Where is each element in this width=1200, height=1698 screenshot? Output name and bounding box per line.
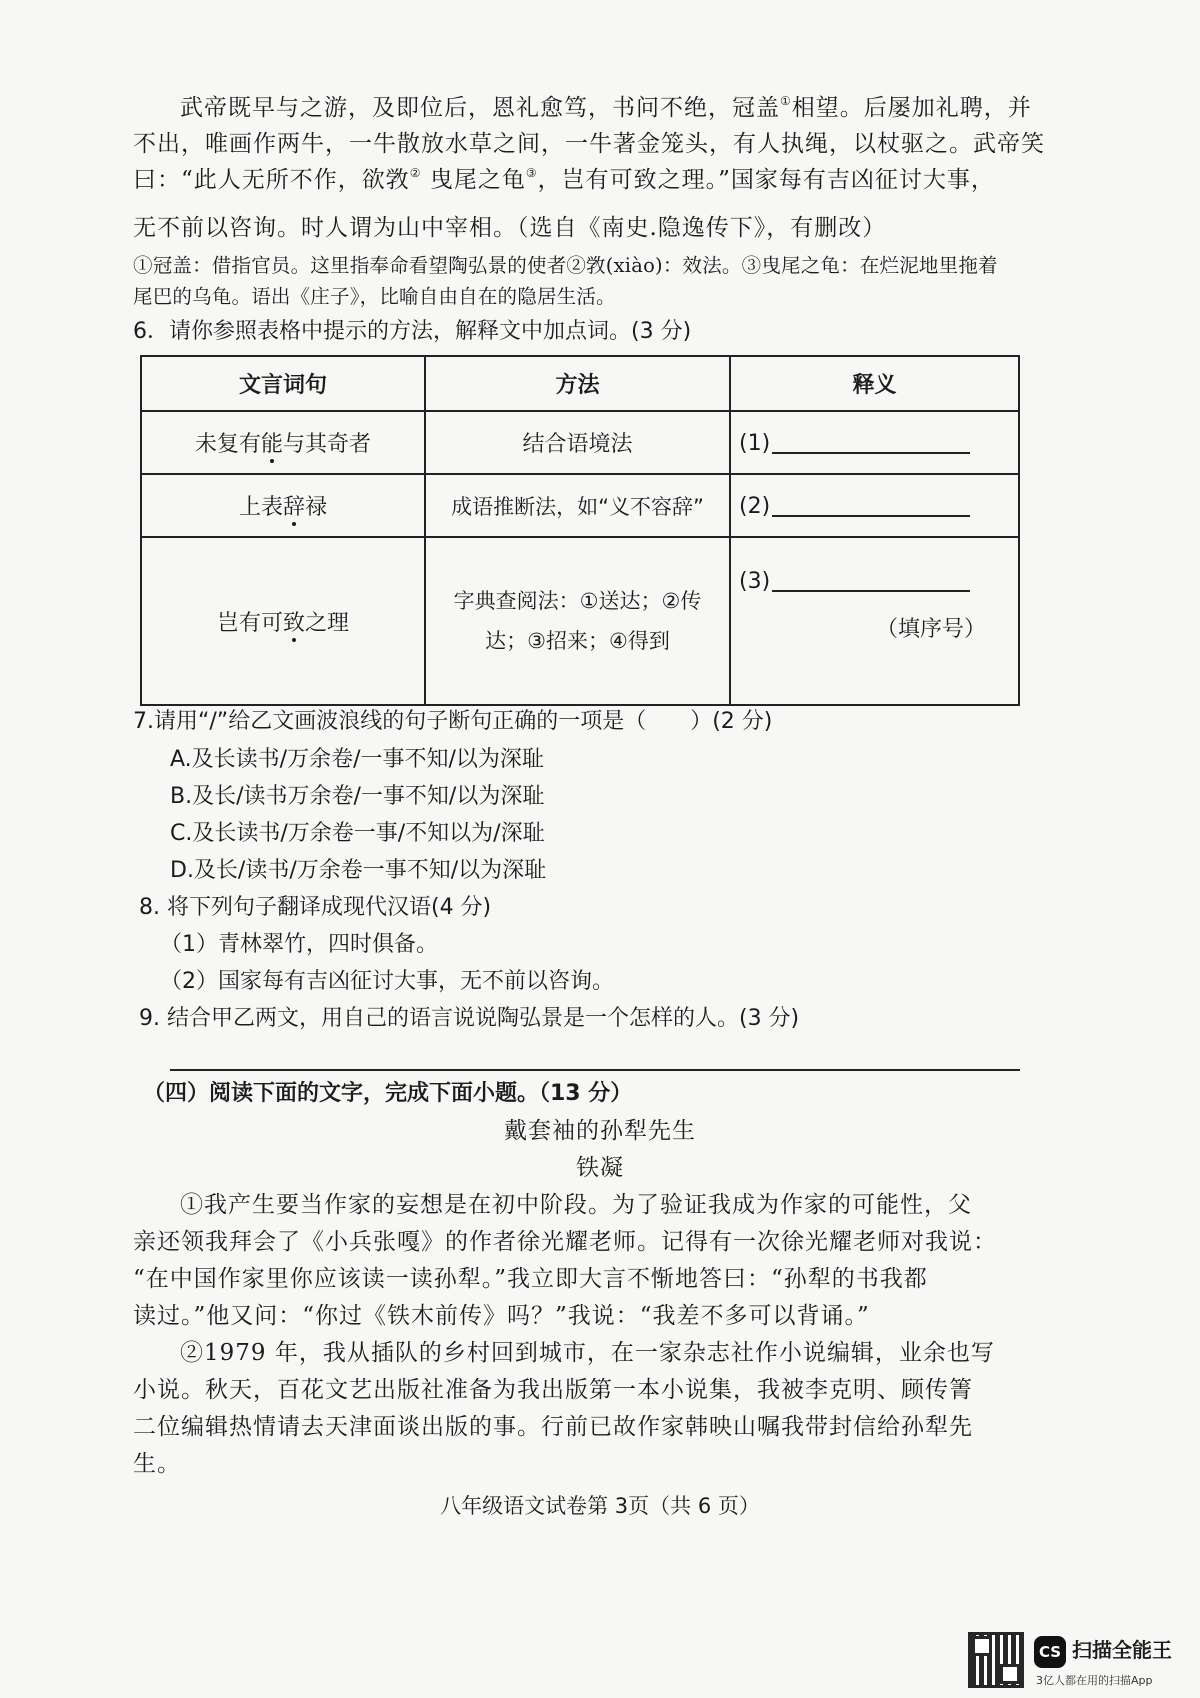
answer-blank-2[interactable] bbox=[772, 493, 970, 517]
passage-line-3: 曰：“此人无所不作，欲敩② 曳尾之龟③，岂有可致之理。”国家每有吉凶征讨大事， bbox=[133, 166, 995, 193]
footnote-marker-3: ③ bbox=[525, 166, 538, 180]
q7-option-c[interactable]: C.及长读书/万余卷一事/不知以为/深耻 bbox=[170, 821, 545, 846]
fill-hint: （填序号） bbox=[875, 617, 986, 642]
article-title: 戴套袖的孙犁先生 bbox=[504, 1118, 696, 1144]
table-row bbox=[141, 537, 1019, 705]
section-heading: （四）阅读下面的文字，完成下面小题。（13 分） bbox=[143, 1081, 633, 1106]
q7-title: 7.请用“/”给乙文画波浪线的句子断句正确的一项是（ ）(2 分) bbox=[133, 709, 773, 734]
camscanner-logo-icon: CS bbox=[1034, 1636, 1066, 1668]
q9-title: 9. 结合甲乙两文，用自己的语言说说陶弘景是一个怎样的人。(3 分) bbox=[139, 1006, 800, 1031]
answer-blank-1[interactable] bbox=[772, 430, 970, 454]
table-header-row bbox=[141, 356, 1019, 411]
article-paragraph-line: 读过。”他又问：“你过《铁木前传》吗？”我说：“我差不多可以背诵。” bbox=[133, 1303, 870, 1329]
article-paragraph-line: ②1979 年，我从插队的乡村回到城市，在一家杂志社作小说编辑，业余也写 bbox=[180, 1340, 995, 1366]
q8-title: 8. 将下列句子翻译成现代汉语(4 分) bbox=[139, 895, 492, 920]
footnote-line-1: ①冠盖：借指官员。这里指奉命看望陶弘景的使者②敩(xiào)：效法。③曳尾之龟：在烂泥地里拖着 bbox=[133, 254, 998, 277]
table-cell-phrase: 未复有能与其奇者 bbox=[141, 411, 425, 474]
q7-option-a[interactable]: A.及长读书/万余卷/一事不知/以为深耻 bbox=[170, 747, 544, 772]
q7-option-d[interactable]: D.及长/读书/万余卷一事不知/以为深耻 bbox=[170, 858, 547, 883]
dotted-word: 致 bbox=[282, 610, 305, 636]
footnote-line-2: 尾巴的乌龟。语出《庄子》，比喻自由自在的隐居生活。 bbox=[133, 285, 616, 308]
table-cell-answer[interactable]: (1) bbox=[730, 411, 1019, 474]
article-paragraph-line: 小说。秋天，百花文艺出版社准备为我出版第一本小说集，我被李克明、顾传箐 bbox=[133, 1377, 973, 1403]
article-paragraph-line: ①我产生要当作家的妄想是在初中阶段。为了验证我成为作家的可能性，父 bbox=[180, 1192, 972, 1218]
article-paragraph-line: 亲还领我拜会了《小兵张嘎》的作者徐光耀老师。记得有一次徐光耀老师对我说： bbox=[133, 1229, 997, 1255]
camscanner-title: 扫描全能王 bbox=[1072, 1638, 1172, 1662]
article-author: 铁凝 bbox=[576, 1155, 624, 1181]
q6-table bbox=[140, 355, 1020, 706]
answer-blank-3[interactable] bbox=[772, 568, 970, 592]
page-footer: 八年级语文试卷第 3页（共 6 页） bbox=[440, 1494, 760, 1518]
method-line: 字典查阅法：①送达；②传 bbox=[453, 589, 702, 613]
table-cell-answer[interactable]: (3) （填序号） bbox=[730, 537, 1019, 705]
passage-line-4: 无不前以咨询。时人谓为山中宰相。（选自《南史.隐逸传下》，有删改） bbox=[133, 215, 887, 241]
table-cell-phrase: 岂有可致之理 bbox=[141, 537, 425, 705]
q7-option-b[interactable]: B.及长/读书万余卷/一事不知/以为深耻 bbox=[170, 784, 545, 809]
q8-item-1: （1）青林翠竹，四时俱备。 bbox=[160, 932, 438, 957]
passage-line-1: 武帝既早与之游，及即位后，恩礼愈笃，书问不绝，冠盖①相望。后屡加礼聘，并 bbox=[180, 94, 1032, 121]
qr-code-icon bbox=[968, 1632, 1024, 1688]
q8-item-2: （2）国家每有吉凶征讨大事，无不前以咨询。 bbox=[160, 969, 614, 994]
table-header: 文言词句 bbox=[141, 356, 425, 411]
article-paragraph-line: “在中国作家里你应该读一读孙犁。”我立即大言不惭地答曰：“孙犁的书我都 bbox=[133, 1266, 928, 1292]
footnote-marker-1: ① bbox=[780, 94, 792, 108]
table-cell-method: 结合语境法 bbox=[425, 411, 730, 474]
table-cell-phrase: 上表辞禄 bbox=[141, 474, 425, 537]
dotted-word: 能 bbox=[260, 432, 283, 457]
answer-line[interactable] bbox=[170, 1069, 1020, 1071]
passage-line-2: 不出，唯画作两牛，一牛散放水草之间，一牛著金笼头，有人执绳，以杖驱之。武帝笑 bbox=[133, 131, 1045, 157]
article-paragraph-line: 二位编辑热情请去天津面谈出版的事。行前已故作家韩映山嘱我带封信给孙犁先 bbox=[133, 1414, 973, 1440]
article-paragraph-line: 生。 bbox=[133, 1451, 181, 1477]
table-row bbox=[141, 474, 1019, 537]
q6-title: 6．请你参照表格中提示的方法，解释文中加点词。(3 分) bbox=[133, 319, 692, 344]
method-line: 达；③招来；④得到 bbox=[485, 629, 670, 653]
camscanner-subtitle: 3亿人都在用的扫描App bbox=[1036, 1674, 1153, 1687]
table-cell-answer[interactable]: (2) bbox=[730, 474, 1019, 537]
table-row bbox=[141, 411, 1019, 474]
table-header: 方法 bbox=[425, 356, 730, 411]
table-header: 释义 bbox=[730, 356, 1019, 411]
table-cell-method: 成语推断法，如“义不容辞” bbox=[425, 474, 730, 537]
dotted-word: 辞 bbox=[282, 495, 305, 520]
footnote-marker-2: ② bbox=[409, 166, 422, 180]
table-cell-method bbox=[425, 537, 730, 705]
